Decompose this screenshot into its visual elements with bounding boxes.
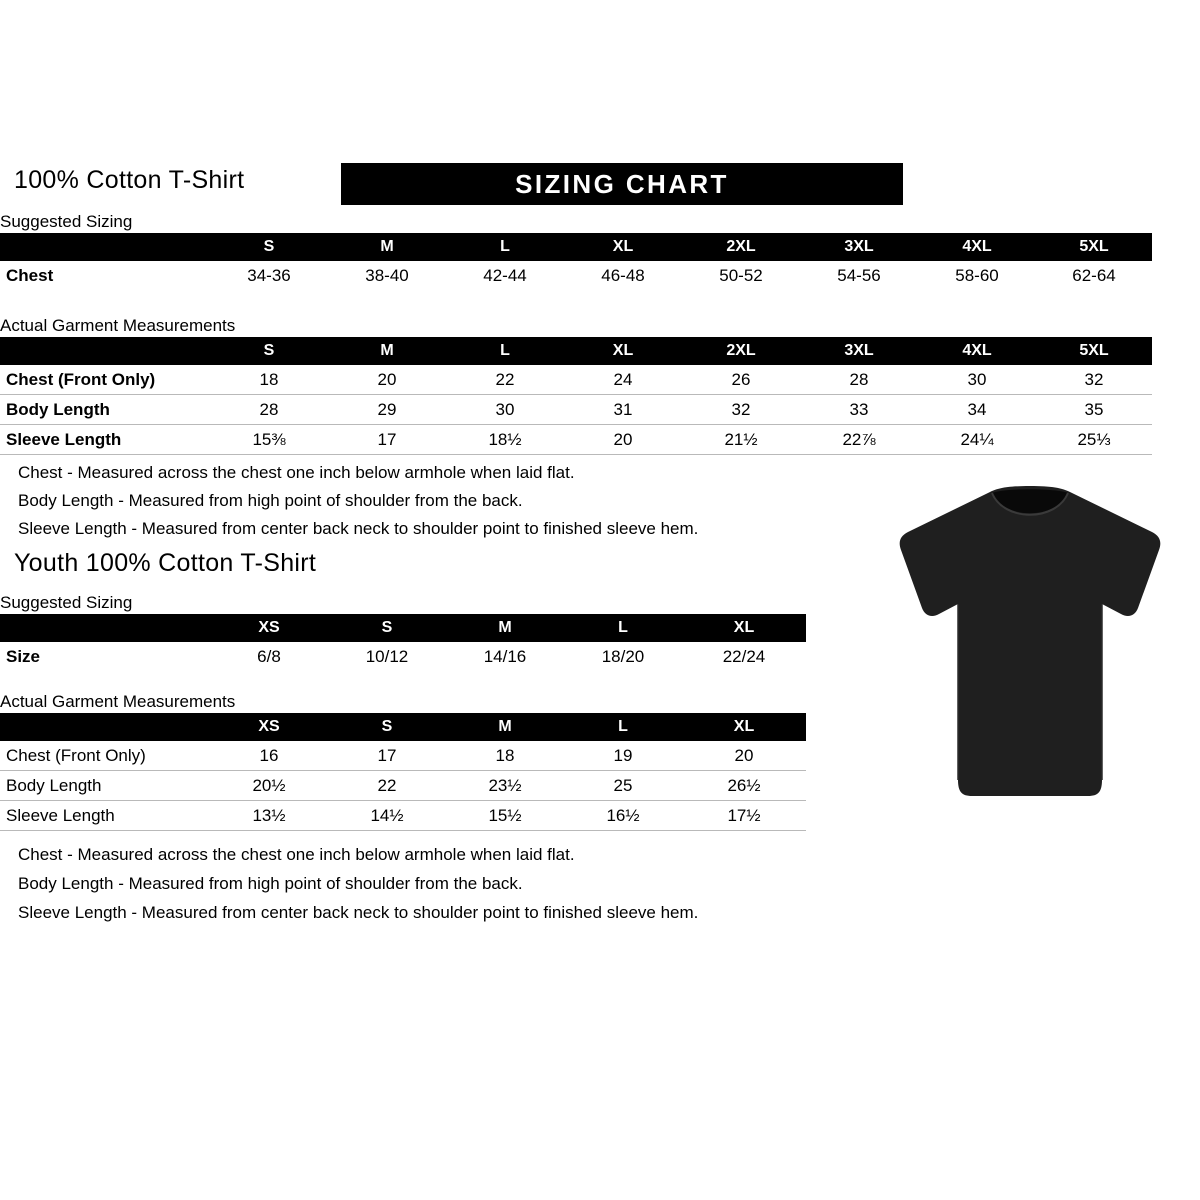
table-row — [0, 425, 1152, 455]
row-label-chest-front-only: Chest (Front Only) — [0, 741, 210, 771]
youth-suggested-sizing-label: Suggested Sizing — [0, 593, 133, 612]
table-row — [0, 261, 1152, 290]
youth-product-title: Youth 100% Cotton T-Shirt — [14, 549, 317, 577]
cell-sleeve-2xl: 21½ — [682, 425, 800, 455]
youth-garment-measurements-label: Actual Garment Measurements — [0, 692, 236, 711]
col-header-4xl: 4XL — [962, 342, 992, 359]
cell-chest-5xl: 62-64 — [1072, 265, 1116, 285]
col-header-xs: XS — [258, 619, 280, 636]
cell-sleeve-xl: 17½ — [682, 801, 806, 831]
row-label-sleeve-length: Sleeve Length — [0, 801, 210, 831]
col-header-blank — [0, 337, 210, 365]
cell-bodylength-xl: 26½ — [682, 771, 806, 801]
cell-chestfront-l: 22 — [446, 365, 564, 395]
cell-size-m: 14/16 — [483, 646, 527, 666]
table-row — [0, 771, 806, 801]
youth-note-sleeve-length: Sleeve Length - Measured from center back neck to shoulder point to finished sleeve hem. — [18, 903, 699, 922]
youth-suggested-sizing-table — [0, 614, 806, 671]
cell-size-s: 10/12 — [365, 646, 409, 666]
cell-chestfront-m: 18 — [446, 741, 564, 771]
adult-garment-measurements-table — [0, 337, 1152, 455]
cell-sleeve-m: 17 — [328, 425, 446, 455]
cell-size-xs: 6/8 — [257, 646, 281, 666]
row-label-sleeve-length: Sleeve Length — [0, 425, 210, 455]
cell-bodylength-xl: 31 — [564, 395, 682, 425]
col-header-m: M — [380, 238, 394, 255]
cell-chest-xl: 46-48 — [601, 265, 645, 285]
adult-garment-measurements-label: Actual Garment Measurements — [0, 316, 236, 335]
cell-chestfront-s: 18 — [210, 365, 328, 395]
col-header-xs: XS — [258, 718, 280, 735]
cell-bodylength-s: 22 — [328, 771, 446, 801]
col-header-xl: XL — [733, 718, 755, 735]
cell-chestfront-4xl: 30 — [918, 365, 1036, 395]
col-header-m: M — [498, 619, 512, 636]
cell-chestfront-xl: 20 — [682, 741, 806, 771]
table-row — [0, 395, 1152, 425]
cell-bodylength-xs: 20½ — [210, 771, 328, 801]
col-header-l: L — [500, 238, 510, 255]
cell-chest-l: 42-44 — [483, 265, 527, 285]
col-header-xl: XL — [612, 342, 634, 359]
table-row — [0, 642, 806, 671]
row-label-chest: Chest — [6, 265, 54, 285]
cell-bodylength-l: 30 — [446, 395, 564, 425]
cell-chestfront-xl: 24 — [564, 365, 682, 395]
col-header-3xl: 3XL — [844, 342, 874, 359]
col-header-l: L — [618, 718, 628, 735]
row-label-body-length: Body Length — [0, 771, 210, 801]
table-header-row — [0, 337, 1152, 365]
col-header-5xl: 5XL — [1079, 238, 1109, 255]
cell-size-l: 18/20 — [601, 646, 645, 666]
row-label-size: Size — [6, 646, 41, 666]
table-row — [0, 801, 806, 831]
cell-sleeve-3xl: 22⅞ — [800, 425, 918, 455]
cell-chestfront-xs: 16 — [210, 741, 328, 771]
row-label-chest-front-only: Chest (Front Only) — [0, 365, 210, 395]
row-label-body-length: Body Length — [0, 395, 210, 425]
cell-sleeve-xl: 20 — [564, 425, 682, 455]
col-header-4xl: 4XL — [962, 238, 992, 255]
cell-bodylength-5xl: 35 — [1036, 395, 1152, 425]
cell-sleeve-l: 18½ — [446, 425, 564, 455]
col-header-s: S — [263, 342, 275, 359]
cell-chestfront-l: 19 — [564, 741, 682, 771]
youth-garment-measurements-table — [0, 713, 806, 831]
col-header-m: M — [498, 718, 512, 735]
col-header-l: L — [500, 342, 510, 359]
adult-note-chest: Chest - Measured across the chest one inch below armhole when laid flat. — [18, 463, 575, 482]
cell-chestfront-5xl: 32 — [1036, 365, 1152, 395]
col-header-blank — [0, 614, 210, 642]
tshirt-illustration — [880, 480, 1180, 810]
sizing-chart-banner: SIZING CHART — [341, 163, 903, 205]
col-header-s: S — [381, 718, 393, 735]
col-header-l: L — [618, 619, 628, 636]
adult-product-title: 100% Cotton T-Shirt — [14, 166, 245, 194]
adult-suggested-sizing-label: Suggested Sizing — [0, 212, 133, 231]
adult-note-sleeve-length: Sleeve Length - Measured from center back neck to shoulder point to finished sleeve hem. — [18, 519, 699, 538]
col-header-s: S — [381, 619, 393, 636]
adult-note-body-length: Body Length - Measured from high point of shoulder from the back. — [18, 491, 523, 510]
cell-bodylength-2xl: 32 — [682, 395, 800, 425]
col-header-2xl: 2XL — [726, 342, 756, 359]
col-header-m: M — [380, 342, 394, 359]
adult-suggested-sizing-table — [0, 233, 1152, 290]
col-header-5xl: 5XL — [1079, 342, 1109, 359]
cell-sleeve-s: 14½ — [328, 801, 446, 831]
col-header-2xl: 2XL — [726, 238, 756, 255]
cell-bodylength-l: 25 — [564, 771, 682, 801]
youth-note-chest: Chest - Measured across the chest one inch below armhole when laid flat. — [18, 845, 575, 864]
cell-chest-s: 34-36 — [247, 265, 291, 285]
cell-size-xl: 22/24 — [722, 646, 766, 666]
cell-chest-2xl: 50-52 — [719, 265, 763, 285]
col-header-s: S — [263, 238, 275, 255]
table-header-row — [0, 233, 1152, 261]
cell-bodylength-4xl: 34 — [918, 395, 1036, 425]
cell-chest-m: 38-40 — [365, 265, 409, 285]
table-header-row — [0, 614, 806, 642]
cell-sleeve-s: 15⅜ — [210, 425, 328, 455]
cell-sleeve-5xl: 25⅓ — [1036, 425, 1152, 455]
col-header-xl: XL — [612, 238, 634, 255]
col-header-blank — [0, 713, 210, 741]
cell-chestfront-m: 20 — [328, 365, 446, 395]
youth-note-body-length: Body Length - Measured from high point of shoulder from the back. — [18, 874, 523, 893]
cell-bodylength-m: 29 — [328, 395, 446, 425]
col-header-blank — [0, 233, 210, 261]
cell-sleeve-m: 15½ — [446, 801, 564, 831]
table-row — [0, 365, 1152, 395]
cell-chestfront-2xl: 26 — [682, 365, 800, 395]
cell-chestfront-3xl: 28 — [800, 365, 918, 395]
table-header-row — [0, 713, 806, 741]
cell-bodylength-s: 28 — [210, 395, 328, 425]
table-row — [0, 741, 806, 771]
col-header-xl: XL — [733, 619, 755, 636]
cell-sleeve-xs: 13½ — [210, 801, 328, 831]
cell-chestfront-s: 17 — [328, 741, 446, 771]
cell-bodylength-m: 23½ — [446, 771, 564, 801]
cell-chest-3xl: 54-56 — [837, 265, 881, 285]
col-header-3xl: 3XL — [844, 238, 874, 255]
cell-chest-4xl: 58-60 — [955, 265, 999, 285]
cell-bodylength-3xl: 33 — [800, 395, 918, 425]
cell-sleeve-4xl: 24¼ — [918, 425, 1036, 455]
cell-sleeve-l: 16½ — [564, 801, 682, 831]
